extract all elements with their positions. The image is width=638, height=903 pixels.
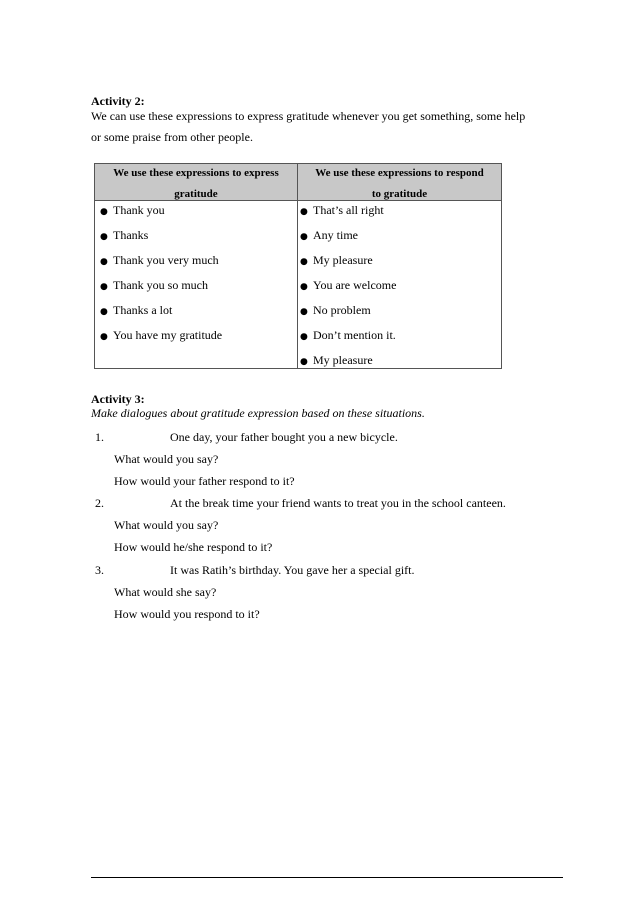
header-left-line-2: gratitude: [174, 188, 218, 200]
bullet-icon: ●: [100, 307, 108, 317]
activity-2-intro-line-2: or some praise from other people.: [91, 130, 253, 144]
situation-number: 1.: [95, 430, 104, 444]
question-text: How would he/she respond to it?: [114, 540, 273, 554]
list-item-text: That’s all right: [313, 203, 384, 217]
list-item: [300, 303, 371, 319]
list-item: [100, 228, 148, 244]
header-express-gratitude: [95, 164, 297, 200]
bullet-icon: ●: [100, 282, 108, 292]
list-item: [300, 353, 373, 369]
gratitude-expressions-table: [94, 163, 502, 369]
list-item-text: My pleasure: [313, 253, 373, 267]
list-item-text: Thank you very much: [113, 253, 219, 267]
list-item-text: Thanks: [113, 228, 149, 242]
header-right-line-2: to gratitude: [371, 188, 428, 200]
situation-text: One day, your father bought you a new bicycle.: [170, 430, 398, 444]
bullet-icon: ●: [300, 257, 308, 267]
list-item-text: Thank you so much: [113, 278, 208, 292]
list-item: [100, 203, 165, 219]
situation-number: 3.: [95, 563, 104, 577]
situation-text: At the break time your friend wants to treat you in the school canteen.: [170, 496, 506, 510]
header-respond-gratitude: [298, 164, 501, 200]
list-item-text: Any time: [313, 228, 358, 242]
bullet-icon: ●: [100, 257, 108, 267]
table-header: [95, 164, 501, 201]
question-text: How would your father respond to it?: [114, 474, 295, 488]
situation-text: It was Ratih’s birthday. You gave her a special gift.: [170, 563, 415, 577]
list-item-text: Don’t mention it.: [313, 328, 396, 342]
activity-2-heading: Activity 2:: [91, 94, 145, 108]
column-divider: [297, 164, 298, 368]
list-item: [300, 203, 384, 219]
bullet-icon: ●: [300, 282, 308, 292]
list-item: [300, 278, 396, 294]
bullet-icon: ●: [300, 332, 308, 342]
list-item: [300, 228, 358, 244]
bullet-icon: ●: [300, 307, 308, 317]
question-text: What would you say?: [114, 518, 219, 532]
list-item: [100, 328, 222, 344]
bullet-icon: ●: [300, 357, 308, 367]
bullet-icon: ●: [100, 332, 108, 342]
list-item-text: No problem: [313, 303, 371, 317]
question-text: What would you say?: [114, 452, 219, 466]
list-item-text: Thanks a lot: [113, 303, 173, 317]
bullet-icon: ●: [300, 207, 308, 217]
list-item: [300, 253, 373, 269]
list-item: [100, 253, 219, 269]
bullet-icon: ●: [100, 232, 108, 242]
bullet-icon: ●: [300, 232, 308, 242]
activity-3-instruction: Make dialogues about gratitude expression based on these situations.: [91, 406, 425, 420]
list-item-text: You are welcome: [313, 278, 397, 292]
list-item-text: You have my gratitude: [113, 328, 223, 342]
header-right-line-1: We use these expressions to respond: [315, 167, 484, 179]
activity-3-heading: Activity 3:: [91, 392, 145, 406]
activity-2-intro-line-1: We can use these expressions to express gratitude whenever you get something, some help: [91, 109, 526, 123]
header-left-line-1: We use these expressions to express: [113, 167, 279, 179]
list-item: [100, 303, 172, 319]
situation-number: 2.: [95, 496, 104, 510]
list-item: [300, 328, 396, 344]
list-item: [100, 278, 208, 294]
question-text: What would she say?: [114, 585, 217, 599]
bullet-icon: ●: [100, 207, 108, 217]
question-text: How would you respond to it?: [114, 607, 260, 621]
list-item-text: Thank you: [113, 203, 165, 217]
list-item-text: My pleasure: [313, 353, 373, 367]
footer-divider: [91, 877, 563, 878]
